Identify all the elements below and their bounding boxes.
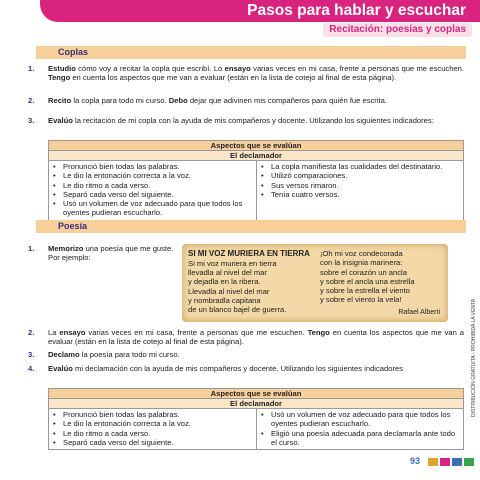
list-item: • Le dio la entonación correcta a la voz. bbox=[53, 171, 252, 180]
list-item: • Sus versos rimaron. bbox=[261, 181, 459, 190]
table-subheading: El declamador bbox=[49, 151, 463, 161]
item-bold: ensayo bbox=[59, 328, 86, 337]
poem-line: y sobre el viento la vela! bbox=[320, 295, 402, 305]
item-number: 2. bbox=[28, 328, 35, 337]
color-bar bbox=[428, 458, 438, 466]
item-text: en cuenta los aspectos que me van a evaluar (están en la lista de cotejo al final de esta página). bbox=[48, 328, 464, 347]
table-heading: Aspectos que se evalúan bbox=[49, 141, 463, 151]
item-bold: ensayo bbox=[224, 64, 251, 73]
poem-line: llevadla al nivel del mar bbox=[188, 268, 267, 277]
list-item: • Utilizó comparaciones. bbox=[261, 171, 459, 180]
item-text: la poesía para todo mi curso. bbox=[79, 350, 180, 359]
item-number: 1. bbox=[28, 64, 35, 73]
poem-line: y dejadla en la ribera. bbox=[188, 277, 261, 287]
poem-stanza-right bbox=[320, 249, 444, 305]
list-item: • Eligió una poesía adecuada para declamarla ante todo el curso. bbox=[261, 429, 459, 448]
section-poesia-heading: Poesía bbox=[58, 221, 88, 231]
table-column-right bbox=[256, 409, 463, 449]
poem-line: de un blanco bajel de guerra. bbox=[188, 305, 287, 314]
section-poesia bbox=[36, 220, 466, 233]
item-verb: Estudio bbox=[48, 64, 76, 73]
poem-author: Rafael Alberti bbox=[398, 309, 440, 317]
list-item: • Pronunció bien todas las palabras. bbox=[53, 162, 252, 171]
table-column-right bbox=[256, 161, 463, 220]
item-number: 1. bbox=[28, 244, 35, 253]
item-number: 3. bbox=[28, 116, 35, 125]
page-subtitle: Recitación: poesías y coplas bbox=[323, 23, 472, 37]
page-number: 93 bbox=[409, 456, 420, 467]
item-verb: Declamo bbox=[48, 350, 80, 359]
item-bold: Debo bbox=[168, 96, 188, 105]
color-bar bbox=[464, 458, 474, 466]
item-text: la recitación de mi copla con la ayuda de mis compañeros y docente. Utilizando los siguientes indicadores: bbox=[72, 116, 434, 125]
list-item: • Pronunció bien todas las palabras. bbox=[53, 410, 252, 419]
poem-line: sobre el corazón un ancla bbox=[320, 267, 407, 277]
table-column-left bbox=[49, 409, 256, 449]
section-coplas-heading: Coplas bbox=[58, 47, 89, 57]
list-item: • Le dio ritmo a cada verso. bbox=[53, 429, 252, 438]
item-text: dejar que adivinen mis compañeros para quién fue escrita. bbox=[187, 96, 387, 105]
item-verb: Evalúo bbox=[48, 116, 73, 125]
table-column-left bbox=[49, 161, 256, 220]
table-subheading: El declamador bbox=[49, 399, 463, 409]
color-bar bbox=[440, 458, 450, 466]
coplas-item-1 bbox=[28, 64, 464, 83]
coplas-item-2 bbox=[28, 96, 464, 105]
poem-line: Si mi voz muriera en tierra bbox=[188, 258, 277, 268]
coplas-item-3 bbox=[28, 116, 464, 125]
poesia-item-2 bbox=[28, 328, 464, 347]
page-header bbox=[0, 0, 480, 40]
item-text: cómo voy a recitar la copla que escribí. Lo bbox=[75, 64, 225, 73]
poem-line: y sobre la estrella el viento bbox=[320, 286, 410, 295]
poem-line: y sobre el ancla una estrella bbox=[320, 276, 415, 286]
item-text: La bbox=[48, 328, 60, 337]
list-item: • Separó cada verso del siguiente. bbox=[53, 190, 252, 199]
color-bar bbox=[452, 458, 462, 466]
poem-scroll bbox=[182, 244, 448, 322]
poesia-item-3 bbox=[28, 350, 464, 359]
list-item: • Tenía cuatro versos. bbox=[261, 190, 459, 199]
item-text: mi declamación con la ayuda de mis compañeros y docente. Utilizando los siguientes indicadores bbox=[72, 364, 403, 373]
item-number: 4. bbox=[28, 364, 35, 373]
poesia-evaluation-table bbox=[48, 388, 464, 450]
item-number: 2. bbox=[28, 96, 35, 105]
coplas-evaluation-table bbox=[48, 140, 464, 221]
side-notice-text: DISTRIBUCIÓN GRATUITA - PROHIBIDA LA VENTA bbox=[470, 298, 477, 418]
item-number: 3. bbox=[28, 350, 35, 359]
item-text: la copla para todo mi curso. bbox=[71, 96, 169, 105]
list-item: • La copla manifiesta las cualidades del destinatario. bbox=[261, 162, 459, 171]
table-heading: Aspectos que se evalúan bbox=[49, 389, 463, 399]
item-text: una poesía que me guste. Por ejemplo: bbox=[48, 244, 174, 263]
item-bold: Tengo bbox=[48, 73, 71, 83]
list-item: • Separó cada verso del siguiente. bbox=[53, 438, 252, 447]
poem-line: ¡Oh mi voz condecorada bbox=[320, 249, 403, 258]
item-text: en cuenta los aspectos que me van a evaluar (están en la lista de cotejo al final de esta página). bbox=[70, 73, 397, 83]
poesia-item-1 bbox=[28, 244, 178, 263]
poem-line: Llevadla al nivel del mar bbox=[188, 286, 270, 296]
item-verb: Recito bbox=[48, 96, 72, 105]
poem-line: y nombradla capitana bbox=[188, 295, 261, 305]
list-item: • Le dio la entonación correcta a la voz. bbox=[53, 419, 252, 428]
side-notice bbox=[468, 298, 478, 420]
list-item: • Usó un volumen de voz adecuado para que todos los oyentes pudieran escucharlo. bbox=[261, 410, 459, 429]
list-item: • Le dio ritmo a cada verso. bbox=[53, 181, 252, 190]
section-coplas bbox=[36, 46, 466, 59]
poem-line: con la insignia marinera: bbox=[320, 258, 403, 268]
item-verb: Evalúo bbox=[48, 364, 73, 373]
color-bars bbox=[428, 458, 474, 466]
item-text: varias veces en mi casa, frente a personas que me escuchen. bbox=[85, 328, 308, 337]
item-text: varias veces en mi casa, frente a personas que me escuchen. bbox=[250, 64, 464, 73]
item-bold: Tengo bbox=[307, 328, 330, 337]
poesia-item-4 bbox=[28, 364, 464, 373]
page-title: Pasos para hablar y escuchar bbox=[247, 2, 466, 19]
poem-title: SI MI VOZ MURIERA EN TIERRA bbox=[188, 249, 310, 258]
poem-stanza-left bbox=[188, 249, 312, 314]
item-verb: Memorizo bbox=[48, 244, 84, 253]
list-item: • Usó un volumen de voz adecuado para que todos los oyentes pudieran escucharlo. bbox=[53, 199, 252, 218]
